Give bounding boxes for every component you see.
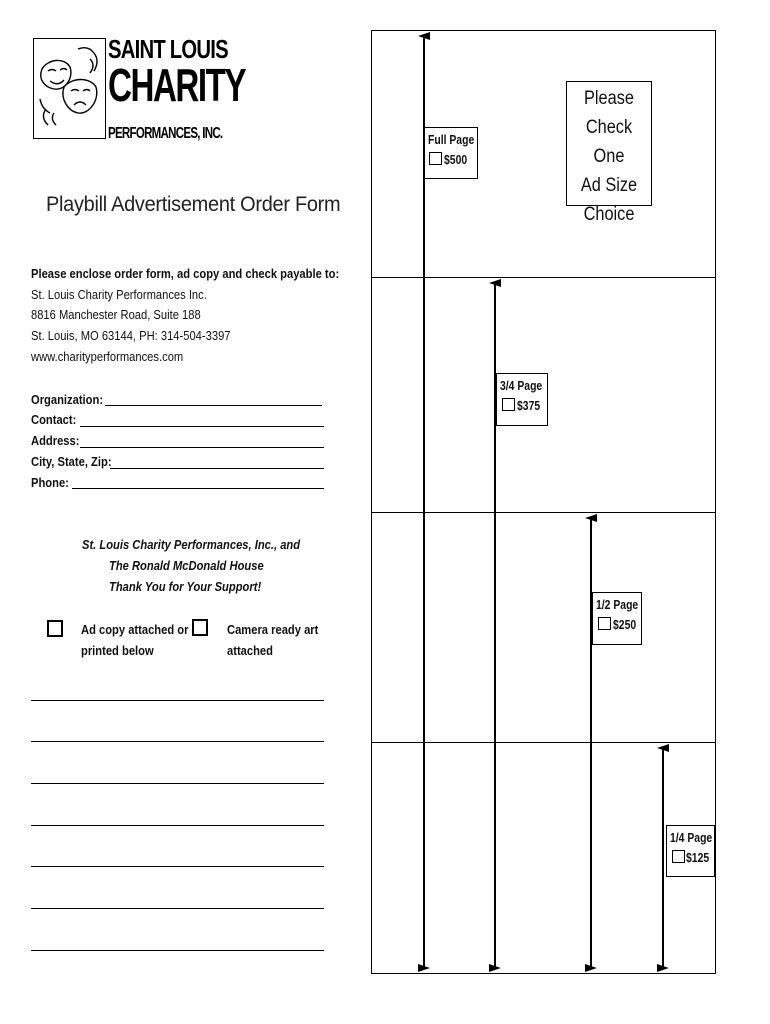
thanks-line-2: The Ronald McDonald House	[109, 558, 264, 573]
logo-text-saint-louis: SAINT LOUIS	[108, 34, 228, 64]
half-page-label: 1/2 Page	[596, 597, 639, 612]
quarter-page-price: $125	[686, 850, 710, 865]
ad-copy-label-1: Ad copy attached or	[81, 622, 189, 637]
instruction-line-1: Please	[584, 88, 634, 109]
full-page-price: $500	[444, 152, 468, 167]
instruction-line-2: Check One	[585, 117, 633, 167]
full-page-label: Full Page	[428, 132, 475, 147]
contact-label: Contact:	[31, 412, 77, 427]
quarter-page-checkbox[interactable]	[672, 850, 685, 863]
ad-copy-label-2: printed below	[81, 643, 154, 658]
half-page-option[interactable]	[592, 592, 642, 645]
website-link[interactable]: www.charityperformances.com	[31, 349, 184, 364]
address-line-3: St. Louis, MO 63144, PH: 314-504-3397	[31, 328, 231, 343]
full-page-checkbox[interactable]	[429, 152, 442, 165]
instruction-line-4: Choice	[583, 204, 635, 225]
address-heading: Please enclose order form, ad copy and check payable to:	[31, 266, 340, 281]
camera-ready-label-2: attached	[227, 643, 273, 658]
half-page-checkbox[interactable]	[598, 617, 611, 630]
three-quarter-page-label: 3/4 Page	[500, 378, 543, 393]
thanks-line-3: Thank You for Your Support!	[109, 579, 262, 594]
city-state-zip-label: City, State, Zip:	[31, 454, 112, 469]
address-line-2: 8816 Manchester Road, Suite 188	[31, 307, 201, 322]
instruction-box	[566, 81, 652, 225]
phone-label: Phone:	[31, 475, 69, 490]
organization-label: Organization:	[31, 392, 104, 407]
thanks-line-1: St. Louis Charity Performances, Inc., and	[82, 537, 301, 552]
three-quarter-page-checkbox[interactable]	[502, 398, 515, 411]
camera-ready-label-1: Camera ready art	[227, 622, 319, 637]
three-quarter-page-option[interactable]	[496, 373, 548, 426]
instruction-line-3: Ad Size	[580, 175, 638, 196]
address-line-1: St. Louis Charity Performances Inc.	[31, 287, 207, 302]
quarter-page-option[interactable]	[666, 825, 715, 877]
half-page-price: $250	[613, 617, 637, 632]
three-quarter-page-price: $375	[517, 398, 541, 413]
quarter-page-label: 1/4 Page	[670, 830, 713, 845]
logo-text-charity: CHARITY	[108, 59, 246, 111]
full-page-option[interactable]	[424, 127, 478, 179]
address-label: Address:	[31, 433, 80, 448]
logo-text-performances: PERFORMANCES, INC.	[108, 125, 223, 142]
page-title: Playbill Advertisement Order Form	[46, 193, 341, 216]
